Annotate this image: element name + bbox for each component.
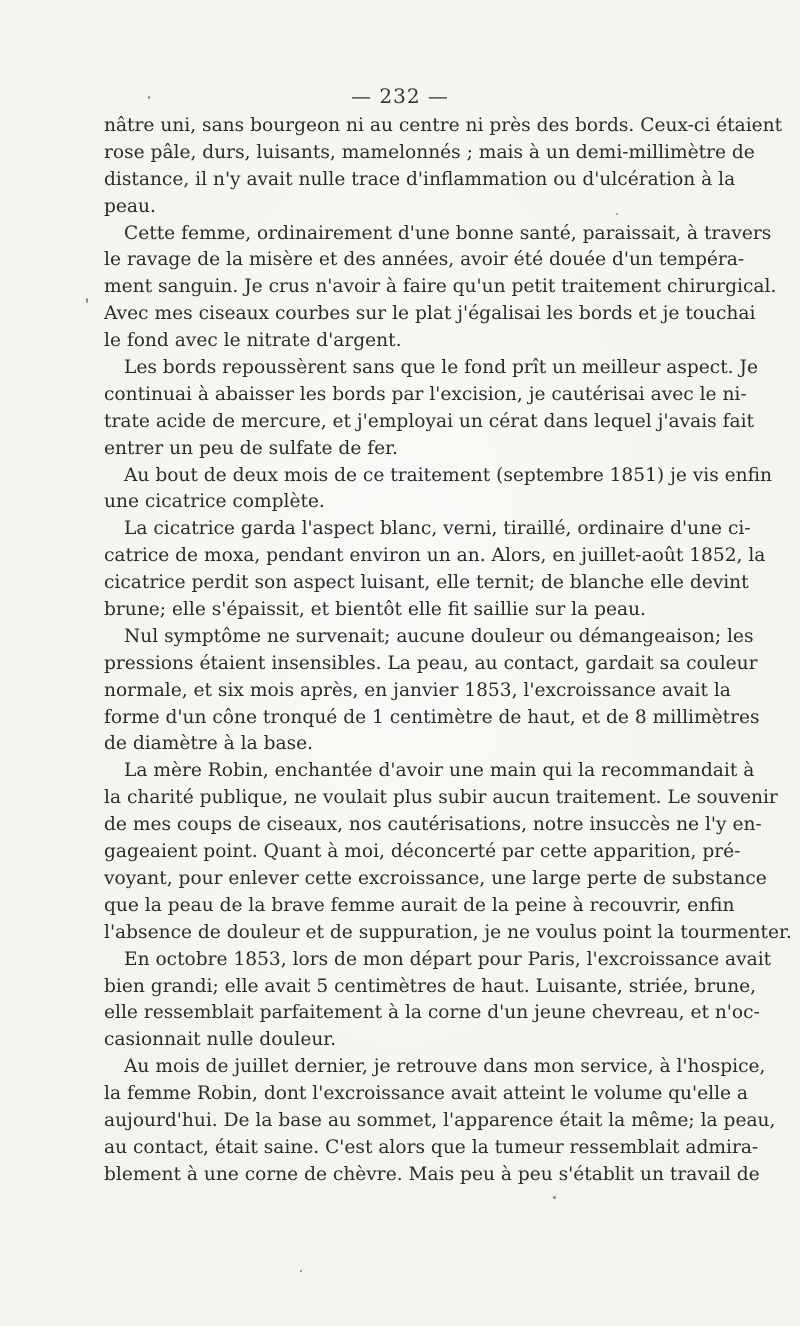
- text-line: au contact, était saine. C'est alors que la tumeur ressemblait admira-: [104, 1136, 759, 1158]
- print-speck: [553, 1196, 556, 1199]
- text-line: Cette femme, ordinairement d'une bonne santé, paraissait, à travers: [124, 222, 772, 244]
- text-line: peau.: [104, 195, 156, 217]
- text-line: trate acide de mercure, et j'employai un cérat dans lequel j'avais fait: [104, 410, 755, 432]
- paragraph: [104, 758, 792, 946]
- text-line: Nul symptôme ne survenait; aucune douleur ou démangeaison; les: [124, 625, 754, 647]
- text-line: cicatrice perdit son aspect luisant, elle ternit; de blanche elle devint: [104, 572, 749, 594]
- text-line: Au bout de deux mois de ce traitement (septembre 1851) je vis enfin: [124, 464, 773, 486]
- print-speck: [148, 96, 150, 99]
- text-line: entrer un peu de sulfate de fer.: [104, 437, 398, 459]
- text-line: l'absence de douleur et de suppuration, je ne voulus point la tourmenter.: [104, 921, 792, 943]
- text-line: En octobre 1853, lors de mon départ pour Paris, l'excroissance avait: [124, 948, 772, 970]
- text-line: La mère Robin, enchantée d'avoir une main qui la recommandait à: [124, 760, 755, 782]
- text-line: que la peau de la brave femme aurait de la peine à recouvrir, enfin: [104, 894, 735, 916]
- text-line: continuai à abaisser les bords par l'excision, je cautérisai avec le ni-: [104, 383, 747, 405]
- text-line: voyant, pour enlever cette excroissance, une large perte de substance: [104, 867, 767, 889]
- print-speck: [616, 213, 618, 215]
- paragraph: [104, 624, 760, 758]
- text-line: le fond avec le nitrate d'argent.: [104, 330, 402, 352]
- paragraph: [104, 355, 758, 463]
- body-text: [104, 113, 792, 1189]
- text-line: la charité publique, ne voulait plus subir aucun traitement. Le souvenir: [104, 787, 778, 809]
- text-line: ment sanguin. Je crus n'avoir à faire qu'un petit traitement chirurgical.: [104, 276, 777, 298]
- text-line: distance, il n'y avait nulle trace d'inflammation ou d'ulcération à la: [104, 168, 736, 190]
- paragraph: [104, 516, 766, 624]
- text-line: nâtre uni, sans bourgeon ni au centre ni près des bords. Ceux-ci étaient: [104, 115, 783, 136]
- text-line: pressions étaient insensibles. La peau, au contact, gardait sa couleur: [104, 652, 758, 674]
- paragraph: [104, 221, 777, 355]
- text-line: Au mois de juillet dernier, je retrouve dans mon service, à l'hospice,: [124, 1056, 766, 1078]
- text-line: casionnait nulle douleur.: [104, 1029, 337, 1051]
- text-line: La cicatrice garda l'aspect blanc, verni, tiraillé, ordinaire d'une ci-: [124, 518, 751, 540]
- text-line: une cicatrice complète.: [104, 491, 325, 513]
- paragraph: [104, 113, 783, 221]
- paragraph: [104, 463, 773, 517]
- text-line: de diamètre à la base.: [104, 733, 314, 755]
- text-line: normale, et six mois après, en janvier 1853, l'excroissance avait la: [104, 679, 731, 701]
- text-line: blement à une corne de chèvre. Mais peu à peu s'établit un travail de: [104, 1163, 760, 1185]
- text-line: de mes coups de ciseaux, nos cautérisations, notre insuccès ne l'y en-: [104, 814, 762, 836]
- text-line: le ravage de la misère et des années, avoir été douée d'un tempéra-: [104, 249, 745, 271]
- paragraph: [104, 1054, 776, 1188]
- text-line: brune; elle s'épaissit, et bientôt elle fit saillie sur la peau.: [104, 599, 646, 621]
- text-line: Avec mes ciseaux courbes sur le plat j'égalisai les bords et je touchai: [104, 303, 756, 325]
- text-line: la femme Robin, dont l'excroissance avait atteint le volume qu'elle a: [104, 1083, 749, 1105]
- print-speck: [86, 298, 88, 303]
- text-line: aujourd'hui. De la base au sommet, l'apparence était la même; la peau,: [104, 1109, 776, 1131]
- print-speck: [300, 1270, 302, 1272]
- text-line: elle ressemblait parfaitement à la corne d'un jeune chevreau, et n'oc-: [104, 1002, 760, 1024]
- text-line: bien grandi; elle avait 5 centimètres de haut. Luisante, striée, brune,: [104, 975, 757, 997]
- text-line: catrice de moxa, pendant environ un an. Alors, en juillet-août 1852, la: [104, 545, 766, 567]
- text-line: rose pâle, durs, luisants, mamelonnés ; mais à un demi-millimètre de: [104, 141, 755, 163]
- text-line: gageaient point. Quant à moi, déconcerté par cette apparition, pré-: [104, 841, 741, 863]
- text-line: forme d'un cône tronqué de 1 centimètre de haut, et de 8 millimètres: [104, 706, 760, 728]
- text-line: Les bords repoussèrent sans que le fond prît un meilleur aspect. Je: [124, 357, 758, 379]
- page-number: — 232 —: [351, 84, 449, 108]
- paragraph: [104, 947, 772, 1055]
